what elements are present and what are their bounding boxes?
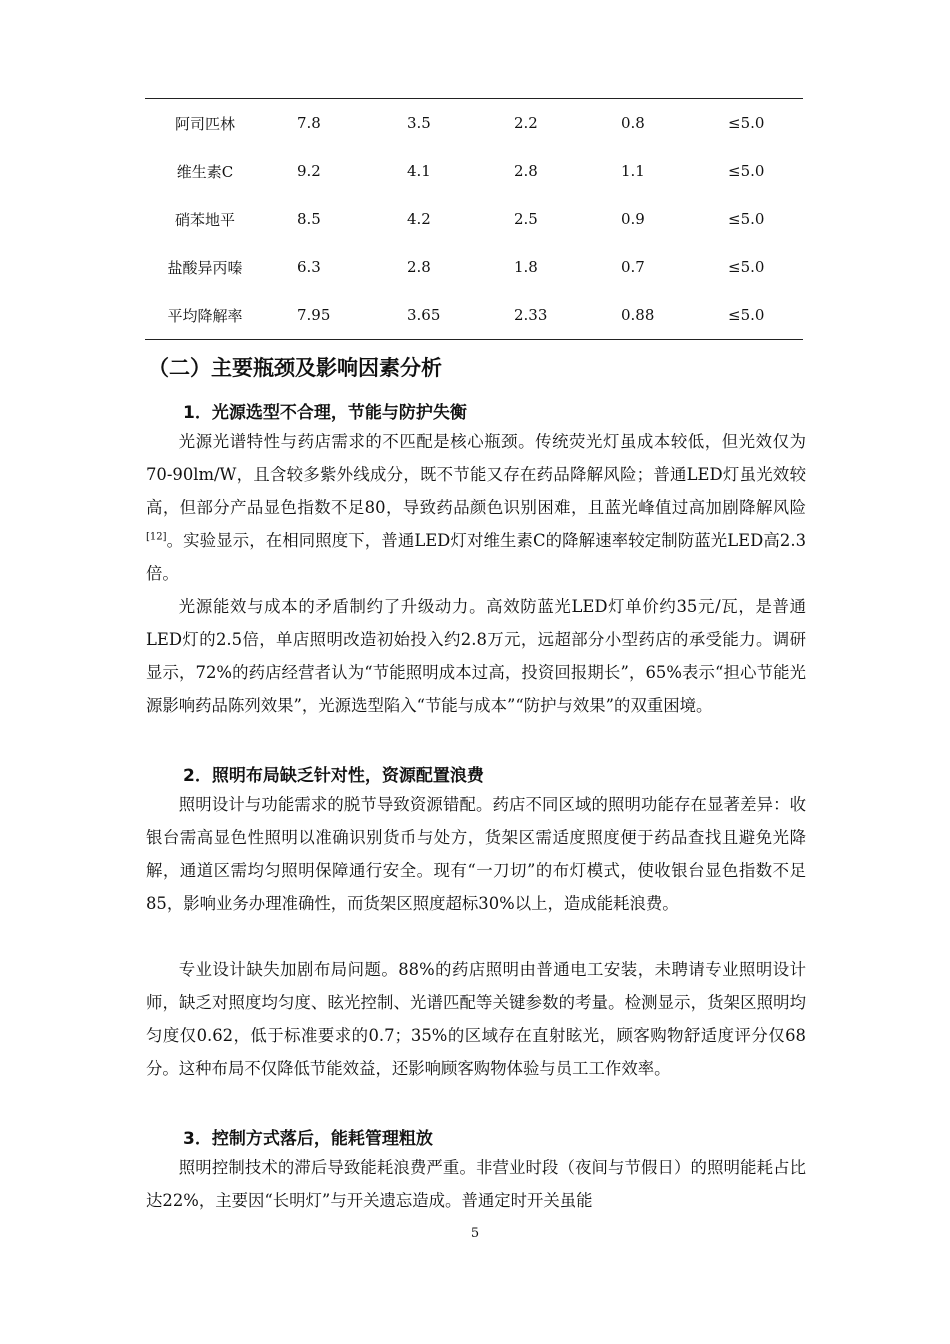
- cell-text: 4.1: [407, 162, 431, 180]
- paragraph-3-1: 照明控制技术的滞后导致能耗浪费严重。非营业时段（夜间与节假日）的照明能耗占比达22%，主要因“长明灯”与开关遗忘造成。普通定时开关虽能: [146, 1158, 806, 1210]
- value-cell: [482, 147, 589, 195]
- paragraph-2-1: 照明设计与功能需求的脱节导致资源错配。药店不同区域的照明功能存在显著差异：收银台需高显色性照明以准确识别货币与处方，货架区需适度照度便于药品查找且避免光降解，通道区需均匀照明保障通行安全。现有“一刀切”的布灯模式，使收银台显色指数不足85，影响业务办理准确性，而货架区照度超标30%以上，造成能耗浪费。: [146, 795, 806, 913]
- drug-name-cell: [145, 195, 265, 243]
- subsection-title-3: 3．控制方式落后，能耗管理粗放: [183, 1129, 433, 1149]
- value-cell: [482, 99, 589, 148]
- paragraph-1-1-text: 光源光谱特性与药店需求的不匹配是核心瓶颈。传统荧光灯虽成本较低，但光效仅为70-90lm/W，且含较多紫外线成分，既不节能又存在药品降解风险；普通LED灯虽光效较高，但部分产品显色指数不足80，导致药品颜色识别困难，且蓝光峰值过高加剧降解风险: [146, 432, 806, 517]
- cell-text: 9.2: [297, 162, 321, 180]
- table-row: [145, 243, 803, 291]
- cell-text: 3.5: [407, 114, 431, 132]
- cell-text: 0.8: [621, 114, 645, 132]
- cell-text: ≤5.0: [728, 114, 765, 132]
- value-cell: [696, 147, 803, 195]
- value-cell: [482, 291, 589, 340]
- value-cell: [375, 147, 482, 195]
- cell-text: ≤5.0: [728, 162, 765, 180]
- cell-text: 3.65: [407, 306, 441, 324]
- cell-text: 2.33: [514, 306, 548, 324]
- value-cell: [265, 147, 375, 195]
- drug-name-cell: [145, 99, 265, 148]
- cell-text: 6.3: [297, 258, 321, 276]
- value-cell: [589, 99, 696, 148]
- cell-text: 平均降解率: [167, 306, 243, 325]
- value-cell: [696, 243, 803, 291]
- cell-text: 1.1: [621, 162, 645, 180]
- value-cell: [375, 195, 482, 243]
- cell-text: ≤5.0: [728, 210, 765, 228]
- value-cell: [696, 291, 803, 340]
- subsection-title-1: 1．光源选型不合理，节能与防护失衡: [183, 403, 467, 423]
- cell-text: 硝苯地平: [174, 210, 235, 229]
- paragraph-2-2: 专业设计缺失加剧布局问题。88%的药店照明由普通电工安装，未聘请专业照明设计师，缺乏对照度均匀度、眩光控制、光谱匹配等关键参数的考量。检测显示，货架区照明均匀度仅0.62，低于标准要求的0.7；35%的区域存在直射眩光，顾客购物舒适度评分仅68分。这种布局不仅降低节能效益，还影响顾客购物体验与员工工作效率。: [146, 960, 806, 1078]
- value-cell: [375, 99, 482, 148]
- cell-text: 7.8: [297, 114, 321, 132]
- drug-name-cell: [145, 291, 265, 340]
- cell-text: 7.95: [297, 306, 331, 324]
- value-cell: [589, 147, 696, 195]
- citation: [12]: [146, 531, 167, 543]
- value-cell: [482, 243, 589, 291]
- drug-name-cell: [145, 243, 265, 291]
- value-cell: [265, 243, 375, 291]
- cell-text: 2.8: [514, 162, 538, 180]
- drug-name-cell: [145, 147, 265, 195]
- value-cell: [482, 195, 589, 243]
- table-row: [145, 195, 803, 243]
- cell-text: 盐酸异丙嗪: [167, 258, 243, 277]
- value-cell: [589, 195, 696, 243]
- value-cell: [375, 243, 482, 291]
- table-row: [145, 147, 803, 195]
- table-row: [145, 291, 803, 340]
- cell-text: 维生素C: [176, 162, 234, 181]
- value-cell: [265, 99, 375, 148]
- cell-text: 1.8: [514, 258, 538, 276]
- cell-text: 0.9: [621, 210, 645, 228]
- cell-text: 0.88: [621, 306, 655, 324]
- cell-text: 8.5: [297, 210, 321, 228]
- section-heading: （二）主要瓶颈及影响因素分析: [148, 356, 442, 380]
- value-cell: [265, 195, 375, 243]
- table-row: [145, 99, 803, 148]
- cell-text: 阿司匹林: [174, 114, 235, 133]
- value-cell: [589, 243, 696, 291]
- value-cell: [589, 291, 696, 340]
- cell-text: ≤5.0: [728, 306, 765, 324]
- page-number: 5: [470, 1226, 480, 1241]
- cell-text: 2.2: [514, 114, 538, 132]
- cell-text: 2.8: [407, 258, 431, 276]
- value-cell: [696, 195, 803, 243]
- cell-text: 4.2: [407, 210, 431, 228]
- cell-text: 2.5: [514, 210, 538, 228]
- subsection-title-2: 2．照明布局缺乏针对性，资源配置浪费: [183, 766, 484, 786]
- paragraph-1-2: 光源能效与成本的矛盾制约了升级动力。高效防蓝光LED灯单价约35元/瓦，是普通LED灯的2.5倍，单店照明改造初始投入约2.8万元，远超部分小型药店的承受能力。调研显示，72%的药店经营者认为“节能照明成本过高，投资回报期长”，65%表示“担心节能光源影响药品陈列效果”，光源选型陷入“节能与成本”“防护与效果”的双重困境。: [146, 597, 806, 715]
- value-cell: [375, 291, 482, 340]
- degradation-table: [145, 98, 803, 340]
- value-cell: [696, 99, 803, 148]
- cell-text: 0.7: [621, 258, 645, 276]
- cell-text: ≤5.0: [728, 258, 765, 276]
- paragraph-1-1-text-end: 。实验显示，在相同照度下，普通LED灯对维生素C的降解速率较定制防蓝光LED高2.3倍。: [146, 531, 806, 583]
- paragraph-1-1: [146, 425, 806, 590]
- value-cell: [265, 291, 375, 340]
